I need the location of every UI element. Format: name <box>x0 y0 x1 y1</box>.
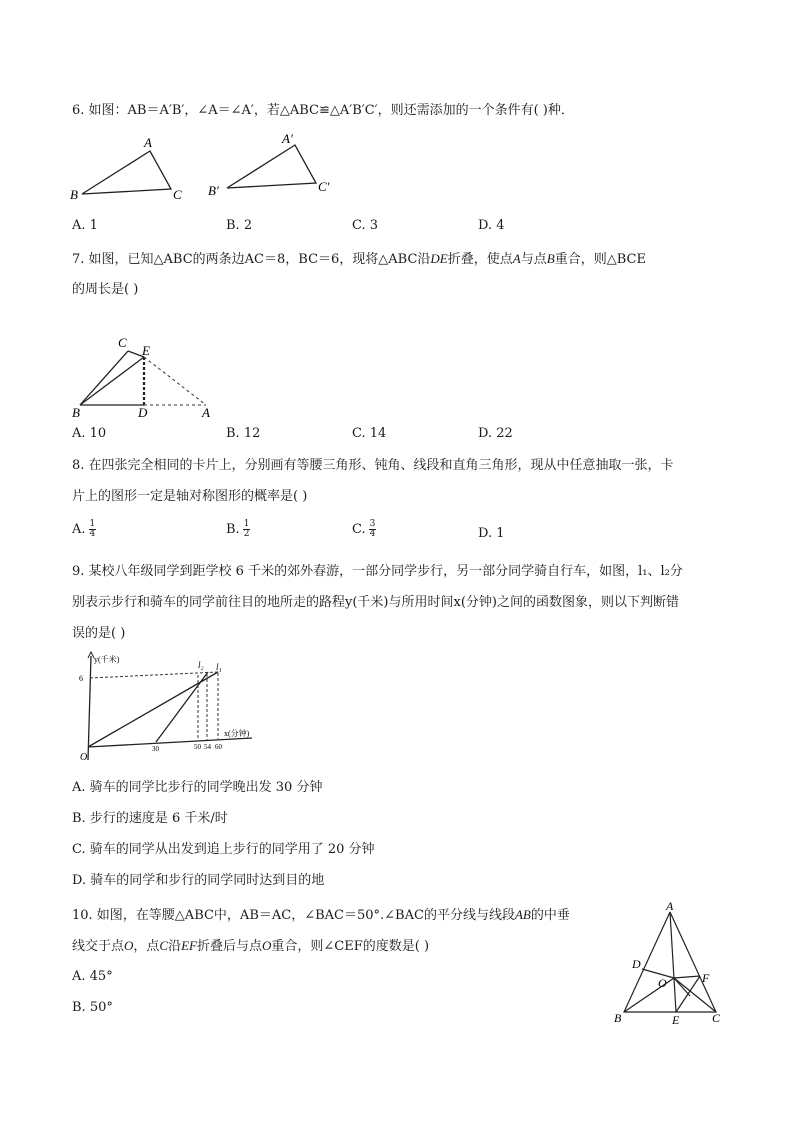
q7-figure <box>66 333 226 423</box>
q7-text-4: 重合，则△BCE <box>554 252 646 267</box>
q10-label-c: C <box>712 1011 721 1025</box>
q10-seg-of <box>674 976 700 978</box>
q9-x-tick-54: 54 <box>204 743 211 751</box>
q10-text-3: 线交于点 <box>72 939 125 954</box>
q7-text-b: B <box>546 251 555 266</box>
q10-stem-line1 <box>72 905 570 926</box>
q8-option-b <box>226 520 250 539</box>
q6-option-d: D. 4 <box>478 218 505 233</box>
q9-option-a: A. 骑车的同学比步行的同学晚出发 30 分钟 <box>72 780 323 795</box>
q8-option-a-den: 4 <box>89 529 96 539</box>
q9-stem-line1: 9. 某校八年级同学到距学校 6 千米的郊外春游，一部分同学步行，另一部分同学骑自行车，如图，l₁、l₂分 <box>72 564 683 579</box>
q9-option-d: D. 骑车的同学和步行的同学同时达到目的地 <box>72 873 325 888</box>
q6-option-c: C. 3 <box>352 218 379 233</box>
q10-text-ef: EF <box>181 938 197 953</box>
q8-option-b-label: B. <box>226 522 240 537</box>
q8-option-b-den: 2 <box>243 529 250 539</box>
q8-option-a-label: A. <box>72 522 86 537</box>
q7-seg-be <box>80 357 144 405</box>
q6-triangle-abc <box>82 151 171 194</box>
q8-option-c-den: 4 <box>369 529 376 539</box>
q6-option-b: B. 2 <box>226 218 253 233</box>
q10-option-b: B. 50° <box>72 1000 113 1015</box>
q10-text-o: O <box>124 938 134 953</box>
q8-option-a-num: 1 <box>89 519 96 529</box>
q8-option-b-fraction <box>243 520 251 539</box>
q8-option-c-label: C. <box>352 522 366 537</box>
q6-label-c: C <box>173 187 182 202</box>
q6-label-b2: B′ <box>208 183 219 198</box>
q10-text-6: 折叠后与点 <box>197 939 263 954</box>
q7-label-c: C <box>118 335 127 350</box>
q9-graph <box>70 652 260 772</box>
q9-l1-label: l₁ <box>216 662 222 672</box>
q8-option-c-num: 3 <box>369 519 376 529</box>
q7-text-de: DE <box>430 251 448 266</box>
q9-dash-y6 <box>90 672 218 678</box>
q10-label-f: F <box>702 971 710 985</box>
q10-text-1: 10. 如图，在等腰△ABC中，AB＝AC，∠BAC＝50°.∠BAC的平分线与线段 <box>72 908 515 923</box>
q7-stem-line1 <box>72 249 646 270</box>
q6-label-a2: A′ <box>282 131 293 146</box>
q9-origin-label: O <box>80 752 88 763</box>
q10-text-o2: O <box>262 938 272 953</box>
q9-x-axis <box>88 738 252 747</box>
q6-stem: 6. 如图：AB＝A′B′，∠A＝∠A′，若△ABC≌△A′B′C′，则还需添加的一个条件有( )种． <box>72 103 574 118</box>
q7-text-a: A <box>512 251 521 266</box>
q10-text-7: 重合，则∠CEF的度数是( ) <box>271 939 430 954</box>
q9-y-tick-6: 6 <box>79 674 83 683</box>
q6-triangle-a2b2c2 <box>227 145 316 188</box>
q9-x-label: x(分钟) <box>224 729 250 738</box>
q7-option-c: C. 14 <box>352 426 387 441</box>
q10-label-b: B <box>614 1011 622 1025</box>
q10-stem-line2 <box>72 936 429 957</box>
q9-x-tick-60: 60 <box>215 743 222 751</box>
q10-seg-oe <box>674 978 690 996</box>
q9-x-tick-30: 30 <box>152 745 159 753</box>
q10-label-o: O <box>658 976 667 990</box>
q10-seg-ae <box>670 912 676 1012</box>
q7-label-e: E <box>142 343 150 358</box>
q7-text-1: 7. 如图，已知△ABC的两条边AC＝8，BC＝6，现将△ABC沿 <box>72 252 431 267</box>
q7-stem-line2: 的周长是( ) <box>72 282 139 297</box>
q6-label-c2: C′ <box>318 179 330 194</box>
q8-stem-line1: 8. 在四张完全相同的卡片上，分别画有等腰三角形、钝角、线段和直角三角形，现从中任意抽取一张，卡 <box>72 458 674 473</box>
q10-text-5: 沿 <box>168 939 182 954</box>
q8-stem-line2: 片上的图形一定是轴对称图形的概率是( ) <box>72 489 308 504</box>
q10-option-a: A. 45° <box>72 969 113 984</box>
q9-option-b: B. 步行的速度是 6 千米/时 <box>72 811 228 826</box>
q9-l2-label: l₂ <box>198 660 204 670</box>
q8-option-a <box>72 520 96 539</box>
q10-label-e: E <box>672 1013 680 1027</box>
q9-y-label: y(千米) <box>94 655 120 664</box>
q7-option-a: A. 10 <box>72 426 107 441</box>
q10-text-2: 的中垂 <box>530 908 570 923</box>
q8-option-d: D. 1 <box>478 526 505 541</box>
q6-figure <box>60 133 420 203</box>
q9-y-axis <box>88 656 91 760</box>
q8-option-a-fraction <box>89 520 97 539</box>
q6-option-a: A. 1 <box>72 218 98 233</box>
q10-figure <box>608 900 738 1030</box>
q7-seg-bc <box>80 351 128 405</box>
q8-option-c <box>352 520 376 539</box>
q7-label-b: B <box>72 405 80 420</box>
q7-text-3: 与点 <box>520 252 547 267</box>
q8-option-c-fraction <box>369 520 377 539</box>
q9-x-tick-50: 50 <box>194 743 201 751</box>
q10-text-ab: AB <box>514 907 531 922</box>
q9-stem-line3: 误的是( ) <box>72 626 126 641</box>
q7-option-d: D. 22 <box>478 426 513 441</box>
q10-text-4: ，点 <box>133 939 160 954</box>
q6-label-b: B <box>70 187 78 202</box>
q8-option-b-num: 1 <box>243 519 250 529</box>
q7-label-a: A <box>202 405 210 420</box>
q7-text-2: 折叠，使点 <box>447 252 513 267</box>
q9-line-l2 <box>156 672 208 742</box>
q7-option-b: B. 12 <box>226 426 261 441</box>
q9-stem-line2: 别表示步行和骑车的同学前往目的地所走的路程y(千米)与所用时间x(分钟)之间的函数图象，则以下判断错 <box>72 595 679 610</box>
q10-label-a: A <box>666 899 674 913</box>
q9-option-c: C. 骑车的同学从出发到追上步行的同学用了 20 分钟 <box>72 842 375 857</box>
q6-label-a: A <box>144 135 152 150</box>
q7-label-d: D <box>138 405 148 420</box>
q10-text-c: C <box>159 938 169 953</box>
q10-label-d: D <box>632 957 641 971</box>
q7-seg-ea <box>144 357 206 405</box>
